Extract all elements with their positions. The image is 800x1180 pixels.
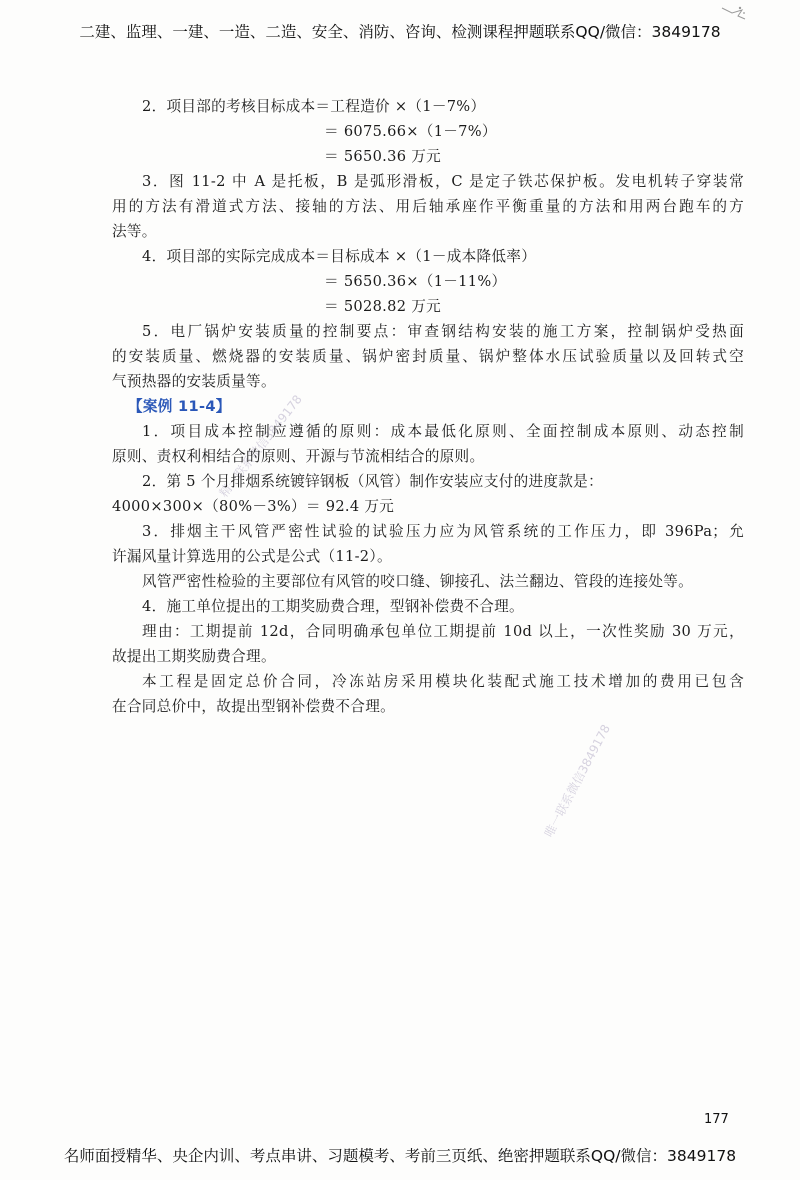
answer-line: 理由：工期提前 12d，合同明确承包单位工期提前 10d 以上，一次性奖励 30 万元， [142,623,744,640]
watermark-text: 唯一联系微信3849178 [541,722,614,840]
answer-line: ＝ 6075.66×（1－7%） [324,123,497,140]
answer-line: 气预热器的安装质量等。 [112,373,276,390]
answer-line: ＝ 5650.36 万元 [324,148,442,165]
answer-line: 2．项目部的考核目标成本＝工程造价 ×（1－7%） [142,98,486,115]
watermark-text: 精一联系微信3849178 [216,392,305,500]
answer-line: ＝ 5028.82 万元 [324,298,442,315]
answer-line: 许漏风量计算选用的公式是公式（11-2）。 [112,548,392,565]
header-banner: 二建、监理、一建、一造、二造、安全、消防、咨询、检测课程押题联系QQ/微信：3849178 [79,23,721,41]
footer-banner: 名师面授精华、央企内训、考点串讲、习题模考、考前三页纸、绝密押题联系QQ/微信：3849178 [63,1147,737,1165]
answer-line: 1．项目成本控制应遵循的原则：成本最低化原则、全面控制成本原则、动态控制 [142,423,744,440]
answer-line: 5．电厂锅炉安装质量的控制要点：审查钢结构安装的施工方案，控制锅炉受热面 [142,323,744,340]
answer-line: 原则、责权利相结合的原则、开源与节流相结合的原则。 [112,448,485,465]
answer-line: 故提出工期奖励费合理。 [112,648,276,665]
answer-line: 本工程是固定总价合同，冷冻站房采用模块化装配式施工技术增加的费用已包含 [142,673,744,690]
answer-line: 风管严密性检验的主要部位有风管的咬口缝、铆接孔、法兰翻边、管段的连接处等。 [142,573,694,590]
answer-line: 3．图 11-2 中 A 是托板，B 是弧形滑板，C 是定子铁芯保护板。发电机转子穿装常 [142,173,744,190]
answer-line: 4000×300×（80%－3%）＝ 92.4 万元 [112,498,395,515]
answer-line: 法等。 [112,223,157,240]
answer-line: 用的方法有滑道式方法、接轴的方法、用后轴承座作平衡重量的方法和用两台跑车的方 [112,198,744,215]
answer-line: 在合同总价中，故提出型钢补偿费不合理。 [112,698,395,715]
answer-line: 4．项目部的实际完成成本＝目标成本 ×（1－成本降低率） [142,248,537,265]
answer-line: 4．施工单位提出的工期奖励费合理，型钢补偿费不合理。 [142,598,524,615]
answer-line: 的安装质量、燃烧器的安装质量、锅炉密封质量、锅炉整体水压试验质量以及回转式空 [112,348,744,365]
answer-line: 3．排烟主干风管严密性试验的试验压力应为风管系统的工作压力，即 396Pa；允 [142,523,744,540]
answer-body [112,94,744,719]
case-heading: 【案例 11-4】 [128,398,231,415]
page-number: 177 [704,1112,729,1127]
answer-line: 2．第 5 个月排烟系统镀锌钢板（风管）制作安装应支付的进度款是： [142,473,603,490]
answer-line: ＝ 5650.36×（1－11%） [324,273,507,290]
